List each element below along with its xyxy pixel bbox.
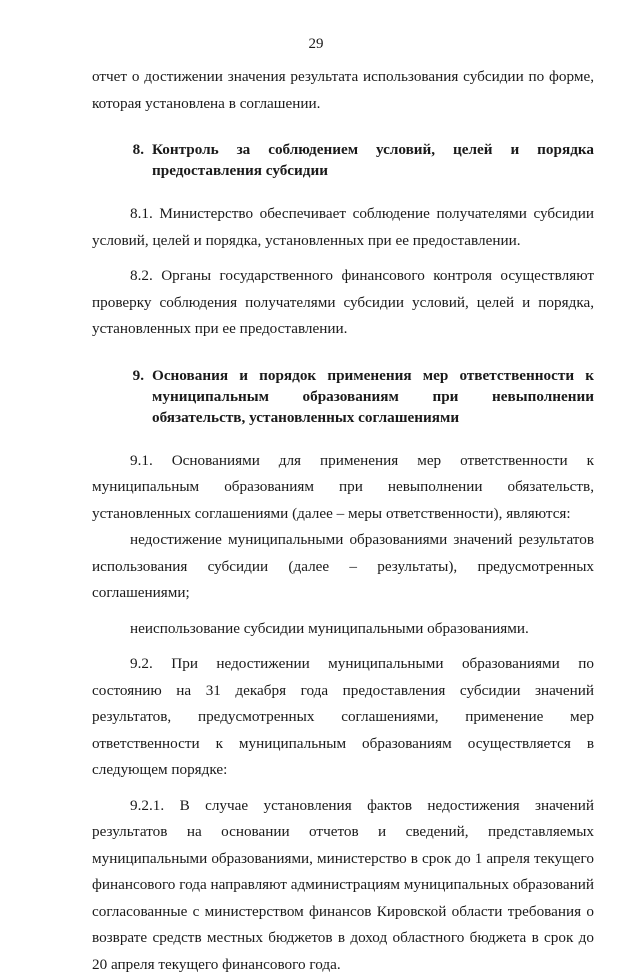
section-heading-8 xyxy=(92,139,594,181)
paragraph-9-2: 9.2. При недостижении муниципальными образованиями по состоянию на 31 декабря года предоставления субсидии значений результатов, предусмотренных соглашениями, применение мер ответственности к муниципальным образованиям осуществляется в следующем порядке: xyxy=(92,651,594,784)
paragraph-8-1: 8.1. Министерство обеспечивает соблюдение получателями субсидии условий, целей и порядка, установленных при ее предоставлении. xyxy=(92,201,594,254)
paragraph-9-1-a: недостижение муниципальными образованиями значений результатов использования субсидии (далее – результаты), предусмотренных соглашениями; xyxy=(92,527,594,607)
paragraph-9-1: 9.1. Основаниями для применения мер ответственности к муниципальным образованиям при невыполнении обязательств, установленных соглашениями (далее – меры ответственности), являются: xyxy=(92,448,594,528)
paragraph-9-2-1: 9.2.1. В случае установления фактов недостижения значений результатов на основании отчетов и сведений, представляемых муниципальными образованиями, министерство в срок до 1 апреля текущего финансового года направляют администрациям муниципальных образований согласованные с министерством финансов Кировской области требования о возврате средств местных бюджетов в доход областного бюджета в срок до 20 апреля текущего финансового года. xyxy=(92,793,594,978)
paragraph-continuation-line2: которая установлена в соглашении. xyxy=(92,91,594,118)
document-body xyxy=(92,64,594,978)
section-number-8: 8. xyxy=(92,139,152,181)
section-heading-9 xyxy=(92,365,594,428)
section-title-8: Контроль за соблюдением условий, целей и порядка предоставления субсидии xyxy=(152,139,594,181)
paragraph-8-2: 8.2. Органы государственного финансового контроля осуществляют проверку соблюдения получателями субсидии условий, целей и порядка, установленных при ее предоставлении. xyxy=(92,263,594,343)
paragraph-9-1-b: неиспользование субсидии муниципальными образованиями. xyxy=(92,616,594,643)
page-number: 29 xyxy=(0,36,632,53)
paragraph-continuation-line1: отчет о достижении значения результата использования субсидии по форме, xyxy=(92,64,594,91)
section-number-9: 9. xyxy=(92,365,152,428)
section-title-9: Основания и порядок применения мер ответственности к муниципальным образованиям при невыполнении обязательств, установленных соглашениями xyxy=(152,365,594,428)
